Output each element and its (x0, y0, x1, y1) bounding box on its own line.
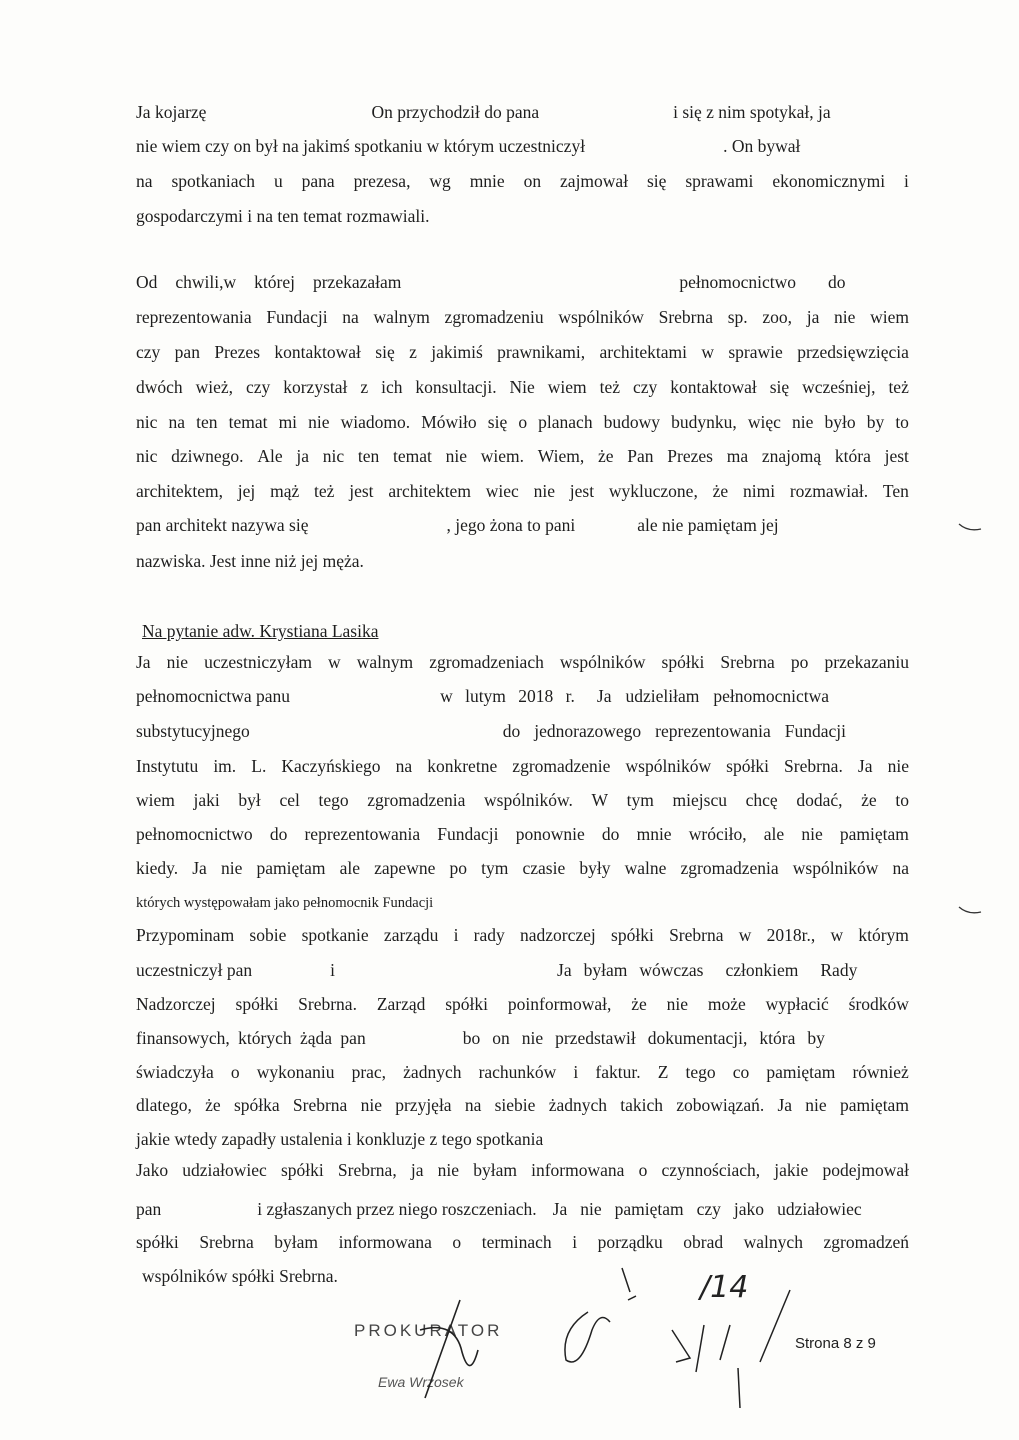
word: ja (806, 307, 820, 327)
word: podejmował (822, 1160, 909, 1180)
word: pana (301, 171, 335, 191)
word: z (409, 342, 417, 362)
word: Srebrna. (298, 994, 357, 1014)
word: pan (136, 1199, 162, 1219)
word: może (707, 994, 746, 1014)
word: na (395, 756, 413, 776)
word: nie (834, 307, 856, 327)
word: on (523, 171, 542, 191)
word: ich (381, 377, 403, 397)
word: nie (666, 994, 689, 1014)
word: nazwiska. Jest inne niż jej męża. (136, 551, 364, 571)
word: mnie (636, 824, 672, 844)
word: na (342, 307, 359, 327)
word: walnych (743, 1232, 803, 1252)
word: byłam (583, 960, 628, 980)
word: w (701, 342, 714, 362)
word: konkretne (427, 756, 498, 776)
word: Ja (136, 652, 151, 672)
word: z (360, 377, 369, 397)
word: spółki (235, 994, 279, 1014)
word: prac, (351, 1062, 387, 1082)
word: dwóch (136, 377, 183, 397)
word: Fundacji (437, 824, 499, 844)
word: wypłacić (765, 994, 829, 1014)
word: że (861, 790, 877, 810)
word: wówczas (639, 960, 704, 980)
word: środków (848, 994, 909, 1014)
word: Srebrna. (784, 756, 843, 776)
word: w (738, 925, 752, 945)
word: rozmawiał. (789, 481, 869, 501)
word: Pan (627, 446, 654, 466)
word: nie (437, 1160, 460, 1180)
word: budowy (603, 412, 661, 432)
word: wież, (195, 377, 234, 397)
word: wiem (547, 377, 587, 397)
word: chcę (745, 790, 778, 810)
word: wspólników spółki Srebrna. (142, 1266, 338, 1286)
word: prawnikami, (497, 342, 586, 362)
word: zgromadzenia (367, 790, 466, 810)
word: nie (445, 446, 468, 466)
word: spółki (661, 652, 705, 672)
word: mąż (270, 481, 300, 501)
word: w (830, 925, 844, 945)
word: nimi (742, 481, 776, 501)
word: też (599, 377, 621, 397)
word: którym (858, 925, 909, 945)
word: nie (308, 412, 330, 432)
word: spółka (233, 1095, 280, 1115)
word: więc (747, 412, 781, 432)
word: cel (279, 790, 300, 810)
word: sp. (727, 307, 748, 327)
word: poinformował, (507, 994, 612, 1014)
word: i (573, 1062, 579, 1082)
word: dlatego, (136, 1095, 192, 1115)
word: na (136, 171, 153, 191)
word: kontaktował (274, 342, 361, 362)
word: nie (801, 824, 823, 844)
word: rachunków (478, 1062, 557, 1082)
word: o (638, 1160, 648, 1180)
word: Srebrna (292, 1095, 348, 1115)
word: tym (626, 790, 654, 810)
word: spółki (136, 1232, 179, 1252)
word: która (759, 1028, 796, 1048)
word: Ja (552, 1199, 568, 1219)
word: Nie (509, 377, 535, 397)
word: faktur. (595, 1062, 641, 1082)
word: której (254, 272, 295, 292)
word: terminach (481, 1232, 552, 1252)
word: nie (533, 481, 555, 501)
initials-signature (672, 1290, 790, 1408)
word: nie (220, 858, 243, 878)
word: zobowiązań. (676, 1095, 765, 1115)
word: Ale (257, 446, 283, 466)
word: jako (733, 1199, 765, 1219)
word: konsultacji. (415, 377, 497, 397)
word: wiem (136, 790, 175, 810)
word: przekazaniu (824, 652, 909, 672)
word: ten (196, 412, 218, 432)
word: na (168, 412, 186, 432)
word: sobie (249, 925, 287, 945)
word: wspólników (792, 858, 879, 878)
word: żadnych (403, 1062, 462, 1082)
word: byłam (473, 1160, 517, 1180)
word: wspólników (558, 307, 644, 327)
word: ten (357, 446, 380, 466)
word: pan architekt nazywa się (136, 515, 309, 535)
word: architektem, (136, 481, 223, 501)
word: sprawie (728, 342, 783, 362)
page-number: Strona 8 z 9 (795, 1335, 876, 1352)
word: prezesa, (353, 171, 411, 191)
word: Srebrna (658, 307, 714, 327)
stamp-name: Ewa Wrzosek (378, 1374, 464, 1390)
word: że (712, 481, 729, 501)
word: spółki (445, 994, 489, 1014)
word: wiadomo. (340, 412, 411, 432)
word: kontaktował (670, 377, 757, 397)
word: zarządu (383, 925, 439, 945)
word: walnym (356, 652, 414, 672)
word: wiem. (480, 446, 525, 466)
word: substytucyjnego (136, 721, 250, 741)
word: Kaczyńskiego (281, 756, 381, 776)
word: zoo, (762, 307, 793, 327)
word: na (464, 1095, 482, 1115)
word: zgromadzeń (823, 1232, 909, 1252)
word: spotkaniach (171, 171, 256, 191)
word: czy (136, 342, 161, 362)
word: nic (136, 446, 158, 466)
word: temat (393, 446, 432, 466)
word: Prezes (214, 342, 261, 362)
word: Fundacji (266, 307, 328, 327)
word: zgromadzenia (680, 858, 779, 878)
word: pamiętam (839, 1095, 909, 1115)
word: było (824, 412, 856, 432)
word: też (888, 377, 909, 397)
word: Srebrna (669, 925, 724, 945)
word: się (646, 171, 667, 191)
word: rady (473, 925, 505, 945)
word: ponownie (515, 824, 585, 844)
word: to (895, 790, 909, 810)
word: Przypominam (136, 925, 235, 945)
word: Ja kojarzę (136, 102, 207, 122)
word: spółki (280, 1160, 324, 1180)
word: do (269, 824, 288, 844)
word: sprawami (685, 171, 754, 191)
word: , jego żona to pani (446, 515, 576, 535)
word: jaki (193, 790, 220, 810)
word: kiedy. (136, 858, 179, 878)
word: dokumentacji, (647, 1028, 748, 1048)
word: która (834, 446, 871, 466)
word: im. (213, 756, 237, 776)
handwritten-page-mark: /14 (700, 1270, 749, 1305)
word: czasie (522, 858, 566, 878)
word: nadzorczej (520, 925, 596, 945)
word: tego (318, 790, 349, 810)
word: jest (884, 446, 909, 466)
word: budynku, (671, 412, 737, 432)
word: wg (429, 171, 451, 191)
word: i (330, 960, 336, 980)
word: nie (792, 412, 814, 432)
word: Srebrna (720, 652, 775, 672)
word: przekazałam (312, 272, 402, 292)
word: nie (887, 756, 909, 776)
word: wykluczone, (608, 481, 698, 501)
word: nie (166, 652, 189, 672)
word: że (597, 446, 614, 466)
word: gospodarczymi i na ten temat rozmawiali. (136, 206, 430, 226)
word: nie (580, 1199, 602, 1219)
word: ja (296, 446, 309, 466)
word: pełnomocnictwo (679, 272, 797, 292)
word: On przychodził do pana (371, 102, 540, 122)
word: spotkanie (301, 925, 369, 945)
word: jakie wtedy zapadły ustalenia i konkluzje z tego spotkania (136, 1129, 544, 1149)
word: przyjęła (395, 1095, 452, 1115)
word: informowana (338, 1232, 432, 1252)
word: ale nie pamiętam jej (637, 515, 779, 535)
word: jakie (774, 1160, 809, 1180)
word: korzystał (283, 377, 348, 397)
word: mnie (469, 171, 505, 191)
word: Zarząd (376, 994, 426, 1014)
word: on (492, 1028, 510, 1048)
word: Ten (882, 481, 909, 501)
word: takich (620, 1095, 664, 1115)
word: ja (410, 1160, 424, 1180)
word: miejscu (672, 790, 727, 810)
word: obrad (683, 1232, 724, 1252)
word: się (375, 342, 395, 362)
word: Ja (857, 756, 873, 776)
word: dziwnego. (171, 446, 244, 466)
word: . On bywał (723, 136, 801, 156)
word: 2018r., (766, 925, 816, 945)
word: o (452, 1232, 462, 1252)
witness-signature (565, 1268, 636, 1362)
word: wspólników (559, 652, 646, 672)
word: i (572, 1232, 578, 1252)
word: udzieliłam (625, 686, 700, 706)
word: Srebrna (199, 1232, 254, 1252)
word: Nadzorczej (136, 994, 216, 1014)
word: znajomą (761, 446, 822, 466)
word: planach (538, 412, 593, 432)
word: jednorazowego (534, 721, 642, 741)
word: ale (339, 858, 361, 878)
word: Ja (777, 1095, 793, 1115)
word: że (205, 1095, 221, 1115)
word: żadnych (548, 1095, 607, 1115)
word: Ja (192, 858, 207, 878)
word: nie (521, 1028, 544, 1048)
word: w lutym 2018 r. (440, 686, 575, 706)
word: spółki (726, 756, 769, 776)
word: finansowych, których żąda pan (136, 1028, 366, 1048)
word: na (892, 858, 909, 878)
word: dodać, (796, 790, 843, 810)
word: siebie (494, 1095, 536, 1115)
word: świadczyła (136, 1062, 214, 1082)
word: by (807, 1028, 825, 1048)
word: Z (657, 1062, 669, 1082)
word: i się z nim spotykał, ja (673, 102, 831, 122)
word: architektami (599, 342, 687, 362)
word: by (866, 412, 885, 432)
word: i (453, 925, 459, 945)
word: wiec (485, 481, 519, 501)
word: nie wiem czy on był na jakimś spotkaniu w którym uczestniczył (136, 136, 586, 156)
word: czy (696, 1199, 721, 1219)
word: mi (278, 412, 298, 432)
word: jej (237, 481, 256, 501)
word: były (579, 858, 611, 878)
word: przedstawił (555, 1028, 636, 1048)
word: L. (251, 756, 267, 776)
word: ekonomicznymi (772, 171, 886, 191)
word: byłam (274, 1232, 319, 1252)
word: ale (763, 824, 785, 844)
word: o (230, 1062, 240, 1082)
prosecutor-signature (420, 1300, 478, 1398)
word: Wiem, (537, 446, 585, 466)
word: to (895, 412, 909, 432)
word: wykonaniu (256, 1062, 335, 1082)
word: spółki (611, 925, 654, 945)
word: nic (136, 412, 158, 432)
word: nic (322, 446, 345, 466)
word: i zgłaszanych przez niego roszczeniach. (257, 1199, 537, 1219)
word: Fundacji (784, 721, 847, 741)
word: informowana (531, 1160, 625, 1180)
word: zapewne (374, 858, 436, 878)
word: reprezentowania (136, 307, 252, 327)
word: uczestniczył pan (136, 960, 253, 980)
word: Mówiło (421, 412, 477, 432)
word: udziałowiec (182, 1160, 267, 1180)
word: W (591, 790, 609, 810)
word: wspólników (625, 756, 712, 776)
word: jakimiś (431, 342, 483, 362)
word: zgromadzeniu (444, 307, 544, 327)
word: członkiem (725, 960, 799, 980)
word: też (314, 481, 335, 501)
word: pamiętam (256, 858, 326, 878)
word: czy (632, 377, 658, 397)
word: czy (245, 377, 271, 397)
word: Srebrna, (337, 1160, 397, 1180)
word: bo (462, 1028, 481, 1048)
word: wspólników. (484, 790, 573, 810)
word: wiem (870, 307, 909, 327)
word: chwili,w (175, 272, 237, 292)
word: reprezentowania (655, 721, 771, 741)
word: że (631, 994, 647, 1014)
word: czynnościach, (661, 1160, 761, 1180)
word: Rady (820, 960, 858, 980)
word: ma (726, 446, 749, 466)
word: o (518, 412, 528, 432)
word: u (273, 171, 283, 191)
word: zgromadzenie (512, 756, 611, 776)
word: Od (136, 272, 158, 292)
word: wróciło, (688, 824, 747, 844)
word: pełnomocnictwo (136, 824, 253, 844)
word: reprezentowania (304, 824, 421, 844)
word: Jako (136, 1160, 169, 1180)
word: pamiętam (614, 1199, 684, 1219)
word: do (828, 272, 846, 292)
word: się (487, 412, 508, 432)
word: pełnomocnictwa panu (136, 686, 291, 706)
word: wcześniej, (802, 377, 876, 397)
word: tego (685, 1062, 716, 1082)
prosecutor-stamp: PROKURATOR (354, 1321, 503, 1340)
word: również (852, 1062, 909, 1082)
word: temat (228, 412, 268, 432)
word: Ja (557, 960, 572, 980)
word: jest (349, 481, 374, 501)
word: po (449, 858, 467, 878)
word: tym (481, 858, 509, 878)
word: zgromadzeniach (429, 652, 544, 672)
word: porządku (597, 1232, 663, 1252)
word: po (790, 652, 809, 672)
word: w (328, 652, 341, 672)
word: był (238, 790, 261, 810)
word: architektem (388, 481, 471, 501)
word: do (601, 824, 620, 844)
word: udziałowiec (777, 1199, 862, 1219)
word: co (732, 1062, 750, 1082)
word: przedsięwzięcia (797, 342, 909, 362)
word: walne (624, 858, 667, 878)
word: pamiętam (766, 1062, 836, 1082)
word: uczestniczyłam (204, 652, 312, 672)
word: pan (174, 342, 200, 362)
word: Ja (596, 686, 612, 706)
word: nie (360, 1095, 382, 1115)
word: zajmował (560, 171, 629, 191)
word: i (904, 171, 909, 191)
section-heading: Na pytanie adw. Krystiana Lasika (142, 621, 379, 641)
word: Prezes (667, 446, 713, 466)
word: pełnomocnictwa (713, 686, 830, 706)
word: jest (569, 481, 595, 501)
word: pamiętam (839, 824, 909, 844)
word: się (769, 377, 790, 397)
word: których występowałam jako pełnomocnik Fundacji (136, 895, 434, 911)
word: nie (805, 1095, 827, 1115)
word: walnym (373, 307, 430, 327)
word: do (502, 721, 521, 741)
word: Instytutu (136, 756, 199, 776)
